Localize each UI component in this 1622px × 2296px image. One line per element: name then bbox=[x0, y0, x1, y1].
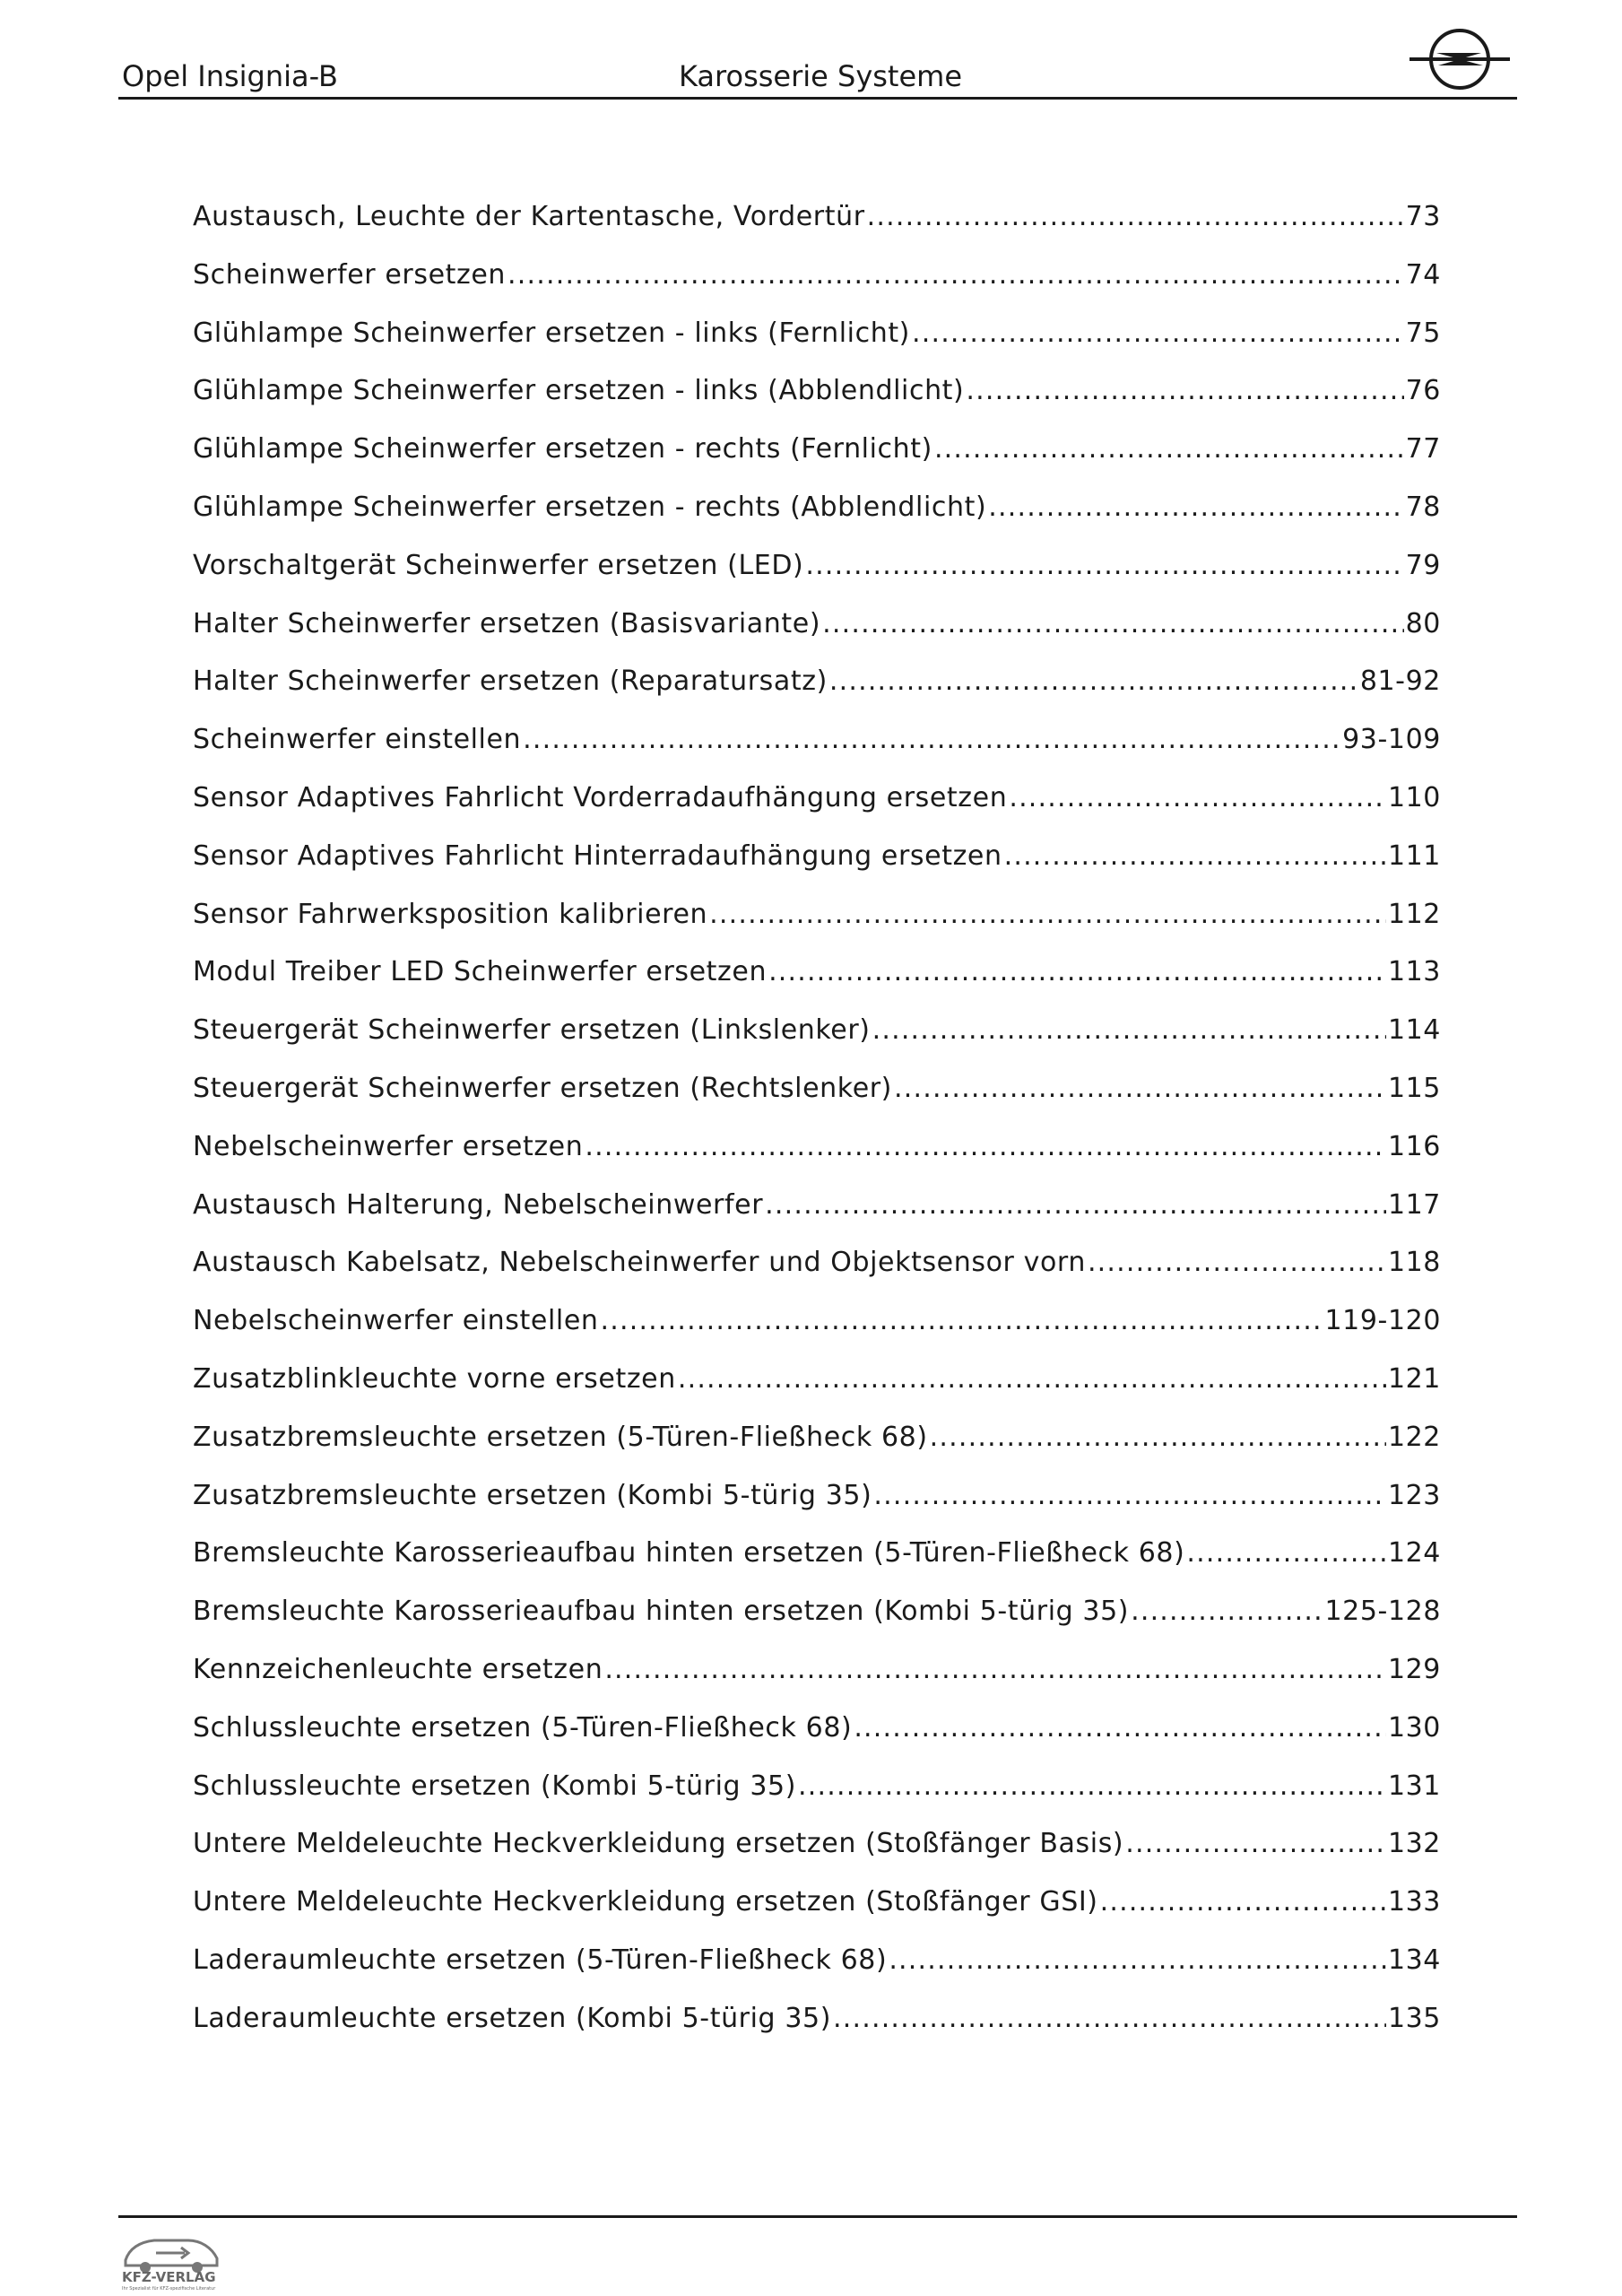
toc-leader-dots bbox=[1186, 1525, 1386, 1583]
toc-entry-title: Zusatzbremsleuchte ersetzen (5-Türen-Fließheck 68) bbox=[193, 1421, 928, 1453]
toc-entry-title: Nebelscheinwerfer ersetzen bbox=[193, 1130, 584, 1162]
toc-entry[interactable] bbox=[193, 1234, 1441, 1292]
toc-leader-dots bbox=[889, 1932, 1386, 1990]
toc-entry-page: 80 bbox=[1405, 607, 1441, 639]
toc-entry-page: 125-128 bbox=[1324, 1596, 1441, 1628]
toc-entry-page: 123 bbox=[1387, 1479, 1441, 1511]
toc-entry-page: 135 bbox=[1387, 2002, 1441, 2034]
footer-tagline: Ihr Spezialist für KFZ-spezifische Literatur bbox=[122, 2286, 216, 2292]
toc-entry-title: Bremsleuchte Karosserieaufbau hinten ersetzen (Kombi 5-türig 35) bbox=[193, 1596, 1130, 1628]
toc-leader-dots bbox=[709, 886, 1386, 944]
toc-entry[interactable] bbox=[193, 421, 1441, 479]
footer-brand: KFZ-VERLAG bbox=[122, 2269, 216, 2285]
toc-entry-page: 112 bbox=[1387, 898, 1441, 930]
toc-leader-dots bbox=[912, 305, 1404, 363]
toc-entry[interactable] bbox=[193, 362, 1441, 421]
toc-leader-dots bbox=[872, 1002, 1386, 1060]
toc-entry[interactable] bbox=[193, 1815, 1441, 1874]
toc-entry-title: Bremsleuchte Karosserieaufbau hinten ersetzen (5-Türen-Fließheck 68) bbox=[193, 1537, 1185, 1570]
toc-entry-title: Steuergerät Scheinwerfer ersetzen (Linkslenker) bbox=[193, 1014, 871, 1047]
toc-entry-title: Untere Meldeleuchte Heckverkleidung ersetzen (Stoßfänger Basis) bbox=[193, 1828, 1124, 1860]
toc-entry-page: 121 bbox=[1387, 1362, 1441, 1395]
toc-leader-dots bbox=[894, 1060, 1386, 1118]
toc-entry-page: 116 bbox=[1387, 1130, 1441, 1162]
toc-entry-title: Halter Scheinwerfer ersetzen (Reparatursatz) bbox=[193, 665, 828, 698]
toc-entry[interactable] bbox=[193, 1118, 1441, 1177]
page-header bbox=[118, 52, 1517, 100]
toc-entry-title: Vorschaltgerät Scheinwerfer ersetzen (LED) bbox=[193, 549, 804, 581]
toc-leader-dots bbox=[507, 247, 1404, 305]
toc-leader-dots bbox=[1009, 770, 1386, 828]
toc-entry-page: 115 bbox=[1387, 1072, 1441, 1104]
toc-leader-dots bbox=[765, 1177, 1386, 1235]
toc-leader-dots bbox=[585, 1118, 1386, 1177]
toc-leader-dots bbox=[833, 1990, 1386, 2048]
toc-entry-title: Zusatzblinkleuchte vorne ersetzen bbox=[193, 1362, 676, 1395]
toc-entry-page: 119-120 bbox=[1324, 1305, 1441, 1337]
toc-entry-title: Scheinwerfer einstellen bbox=[193, 724, 522, 756]
toc-leader-dots bbox=[798, 1758, 1386, 1816]
car-wrench-logo-icon bbox=[118, 2222, 226, 2292]
toc-leader-dots bbox=[523, 711, 1340, 770]
toc-entry-page: 122 bbox=[1387, 1421, 1441, 1453]
toc-entry[interactable] bbox=[193, 305, 1441, 363]
toc-entry[interactable] bbox=[193, 1292, 1441, 1351]
toc-entry-page: 118 bbox=[1387, 1247, 1441, 1279]
toc-entry-title: Austausch Kabelsatz, Nebelscheinwerfer und Objektsensor vorn bbox=[193, 1247, 1086, 1279]
toc-entry[interactable] bbox=[193, 1409, 1441, 1467]
toc-entry-page: 117 bbox=[1387, 1188, 1441, 1221]
toc-entry-page: 132 bbox=[1387, 1828, 1441, 1860]
toc-leader-dots bbox=[678, 1351, 1386, 1409]
toc-leader-dots bbox=[930, 1409, 1386, 1467]
toc-entry-page: 75 bbox=[1405, 317, 1441, 349]
toc-entry-title: Untere Meldeleuchte Heckverkleidung ersetzen (Stoßfänger GSI) bbox=[193, 1886, 1098, 1918]
toc-leader-dots bbox=[1100, 1874, 1386, 1932]
toc-entry[interactable] bbox=[193, 1932, 1441, 1990]
toc-entry-title: Halter Scheinwerfer ersetzen (Basisvariante) bbox=[193, 607, 821, 639]
opel-blitz-logo-icon bbox=[1406, 23, 1512, 95]
toc-entry[interactable] bbox=[193, 1002, 1441, 1060]
toc-leader-dots bbox=[867, 188, 1404, 247]
toc-entry-title: Scheinwerfer ersetzen bbox=[193, 258, 507, 291]
toc-leader-dots bbox=[768, 944, 1386, 1002]
toc-leader-dots bbox=[822, 596, 1403, 654]
toc-leader-dots bbox=[966, 362, 1403, 421]
toc-entry-page: 81-92 bbox=[1359, 665, 1441, 698]
toc-entry-title: Glühlampe Scheinwerfer ersetzen - links (Fernlicht) bbox=[193, 317, 910, 349]
toc-entry[interactable] bbox=[193, 479, 1441, 537]
toc-entry-title: Nebelscheinwerfer einstellen bbox=[193, 1305, 599, 1337]
toc-leader-dots bbox=[854, 1700, 1386, 1758]
toc-entry[interactable] bbox=[193, 1874, 1441, 1932]
toc-entry-title: Sensor Fahrwerksposition kalibrieren bbox=[193, 898, 708, 930]
header-section: Karosserie Systeme bbox=[679, 59, 963, 93]
toc-entry-title: Schlussleuchte ersetzen (5-Türen-Fließheck 68) bbox=[193, 1711, 853, 1744]
toc-leader-dots bbox=[1131, 1583, 1323, 1641]
toc-leader-dots bbox=[1125, 1815, 1386, 1874]
toc-entry-title: Sensor Adaptives Fahrlicht Hinterradaufhängung ersetzen bbox=[193, 839, 1002, 872]
toc-entry-title: Glühlampe Scheinwerfer ersetzen - rechts (Abblendlicht) bbox=[193, 491, 987, 523]
toc-entry-title: Schlussleuchte ersetzen (Kombi 5-türig 35) bbox=[193, 1770, 797, 1802]
toc-entry-page: 110 bbox=[1387, 781, 1441, 813]
toc-entry-title: Glühlampe Scheinwerfer ersetzen - rechts (Fernlicht) bbox=[193, 433, 932, 465]
toc-entry-page: 124 bbox=[1387, 1537, 1441, 1570]
toc-entry[interactable] bbox=[193, 1758, 1441, 1816]
toc-entry-title: Austausch, Leuchte der Kartentasche, Vordertür bbox=[193, 201, 865, 232]
toc-leader-dots bbox=[873, 1467, 1386, 1526]
toc-entry-page: 78 bbox=[1405, 491, 1441, 523]
toc-entry-page: 134 bbox=[1387, 1944, 1441, 1976]
toc-entry[interactable] bbox=[193, 1641, 1441, 1700]
toc-entry[interactable] bbox=[193, 1700, 1441, 1758]
toc-entry-title: Sensor Adaptives Fahrlicht Vorderradaufhängung ersetzen bbox=[193, 781, 1008, 813]
toc-entry-page: 79 bbox=[1405, 549, 1441, 581]
toc-entry[interactable] bbox=[193, 537, 1441, 596]
toc-entry[interactable] bbox=[193, 1525, 1441, 1583]
toc-entry-title: Austausch Halterung, Nebelscheinwerfer bbox=[193, 1188, 764, 1221]
toc-entry[interactable] bbox=[193, 596, 1441, 654]
toc-leader-dots bbox=[1088, 1234, 1386, 1292]
toc-entry-page: 111 bbox=[1387, 839, 1441, 872]
toc-entry[interactable] bbox=[193, 653, 1441, 711]
toc-entry-title: Modul Treiber LED Scheinwerfer ersetzen bbox=[193, 956, 768, 988]
toc-entry-page: 77 bbox=[1405, 433, 1441, 465]
header-model: Opel Insignia-B bbox=[122, 59, 338, 93]
toc-entry[interactable] bbox=[193, 1177, 1441, 1235]
toc-entry-page: 130 bbox=[1387, 1711, 1441, 1744]
toc-entry-page: 131 bbox=[1387, 1770, 1441, 1802]
toc-entry-title: Glühlampe Scheinwerfer ersetzen - links (Abblendlicht) bbox=[193, 375, 965, 407]
toc-entry-page: 113 bbox=[1387, 956, 1441, 988]
toc-entry-page: 133 bbox=[1387, 1886, 1441, 1918]
toc-leader-dots bbox=[829, 653, 1358, 711]
toc-entry-title: Zusatzbremsleuchte ersetzen (Kombi 5-türig 35) bbox=[193, 1479, 872, 1511]
toc-entry-page: 129 bbox=[1387, 1653, 1441, 1685]
toc-entry-title: Laderaumleuchte ersetzen (Kombi 5-türig 35) bbox=[193, 2002, 832, 2034]
toc-leader-dots bbox=[1004, 828, 1386, 886]
toc-entry[interactable] bbox=[193, 1351, 1441, 1409]
toc-entry[interactable] bbox=[193, 944, 1441, 1002]
toc-entry-page: 73 bbox=[1405, 201, 1441, 232]
toc-entry[interactable] bbox=[193, 711, 1441, 770]
toc-entry[interactable] bbox=[193, 1990, 1441, 2048]
toc-leader-dots bbox=[988, 479, 1403, 537]
toc-entry[interactable] bbox=[193, 828, 1441, 886]
toc-leader-dots bbox=[601, 1292, 1323, 1351]
toc-leader-dots bbox=[604, 1641, 1386, 1700]
toc-entry-page: 74 bbox=[1405, 258, 1441, 291]
toc-entry[interactable] bbox=[193, 1060, 1441, 1118]
toc-entry[interactable] bbox=[193, 770, 1441, 828]
toc-entry[interactable] bbox=[193, 1467, 1441, 1526]
toc-entry-title: Steuergerät Scheinwerfer ersetzen (Rechtslenker) bbox=[193, 1072, 892, 1104]
toc-entry-page: 76 bbox=[1405, 375, 1441, 407]
toc-entry-page: 93-109 bbox=[1342, 724, 1441, 756]
toc-entry-page: 114 bbox=[1387, 1014, 1441, 1047]
toc-entry-title: Kennzeichenleuchte ersetzen bbox=[193, 1653, 603, 1685]
toc-leader-dots bbox=[805, 537, 1403, 596]
toc-entry[interactable] bbox=[193, 1583, 1441, 1641]
footer-divider bbox=[118, 2215, 1517, 2218]
toc-leader-dots bbox=[934, 421, 1404, 479]
toc-entry[interactable] bbox=[193, 247, 1441, 305]
table-of-contents bbox=[193, 188, 1441, 2048]
toc-entry-title: Laderaumleuchte ersetzen (5-Türen-Fließheck 68) bbox=[193, 1944, 888, 1976]
toc-entry[interactable] bbox=[193, 886, 1441, 944]
toc-entry[interactable] bbox=[193, 188, 1441, 247]
